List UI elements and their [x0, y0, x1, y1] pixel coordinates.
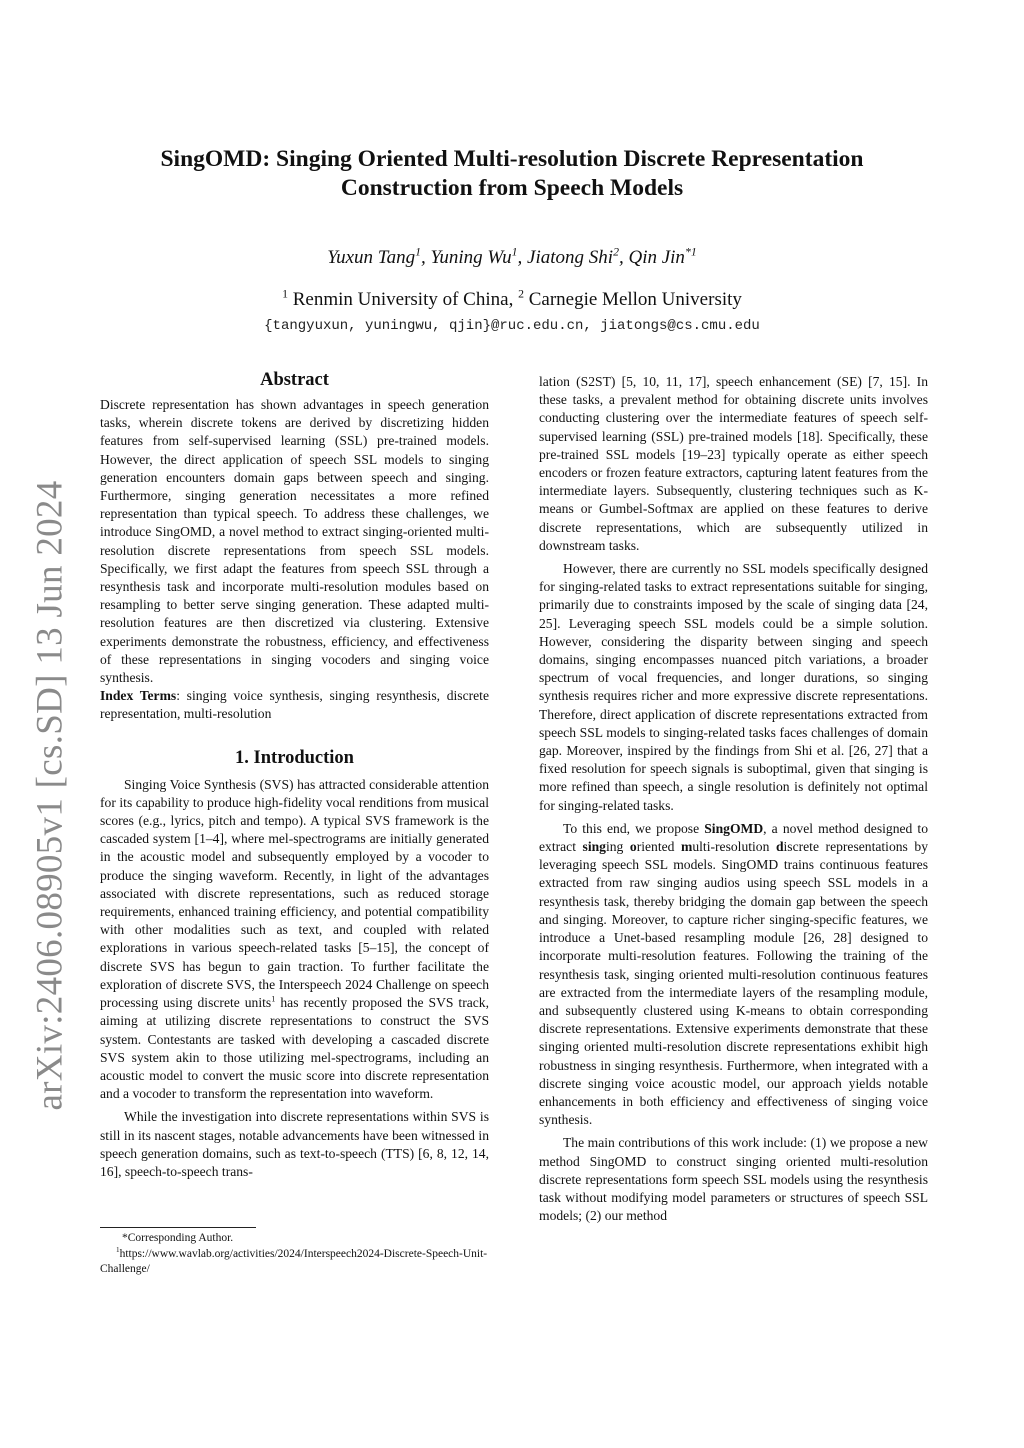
arxiv-identifier: arXiv:2406.08905v1 [cs.SD] 13 Jun 2024: [29, 479, 71, 1111]
p5-text: ing: [605, 839, 630, 855]
intro-p1-text-a: Singing Voice Synthesis (SVS) has attracted considerable attention for its capability to produce high-fidelity vocal renditions from musical scores (e.g., lyrics, pitch and tempo). A typical SVS framework is the cascaded system [1–4], where mel-spectrograms are initially generated in the acoustic model and subsequently employed by a vocoder to produce the singing waveform. Recently, in light of the advantages associated with discrete representations, such as reduced storage requirements, enhanced training efficiency, and potential compatibility with other modalities such as text, and coupled with related explorations in various speech-related tasks [5–15], the concept of discrete SVS has begun to gain traction. To further facilitate the exploration of discrete SVS, the Interspeech 2024 Challenge on speech processing using discrete units: [100, 776, 489, 1011]
arxiv-sidebar: [30, 455, 70, 1135]
footnote-ref: 1: [271, 993, 276, 1004]
affiliation-1: Renmin University of China,: [292, 289, 514, 310]
acronym-letter: o: [629, 839, 637, 855]
index-terms-label: Index Terms: [100, 688, 177, 704]
author-name: Yuxun Tang: [327, 247, 416, 268]
abstract-text: Discrete representation has shown advantages in speech generation tasks, wherein discrete tokens are derived by discretizing hidden features from self-supervised learning (SSL) pre-trained models. However, the direct application of speech SSL models to singing generation encounters domain gaps between speech and singing. Furthermore, singing generation necessitates a more refined representation than typical speech. To address these challenges, we introduce SingOMD, a novel method to extract singing-oriented multi-resolution discrete representations from speech SSL models. Specifically, we first adapt the features from speech SSL through a resynthesis task and incorporate multi-resolution modules based on resampling to better serve singing generation. These adapted multi-resolution features are then discretized via clustering. Extensive experiments demonstrate the robustness, efficiency, and effectiveness of these representations in singing vocoders and singing voice synthesis.: [100, 397, 489, 686]
title-line-2: Construction from Speech Models: [340, 175, 684, 201]
affiliations: [90, 288, 934, 312]
acronym-letter: sing: [582, 839, 606, 855]
index-terms: [100, 687, 489, 723]
intro-paragraph-3: lation (S2ST) [5, 10, 11, 17], speech enhancement (SE) [7, 15]. In these tasks, a prevalent method for obtaining discrete units involves conducting clustering over the intermediate features of speech self-supervised learning (SSL) pre-trained models [18]. Specifically, these pre-trained SSL models [19–23] typically operate as either speech encoders or frozen feature extractors, capturing latent features from the intermediate layers. Subsequently, clustering techniques such as K-means or Gumbel-Softmax are applied on these features to derive discrete representations, which are subsequently utilized in downstream tasks.: [539, 374, 928, 553]
footnote-mark: 1: [116, 1246, 120, 1255]
author-name: Jiatong Shi: [527, 247, 614, 268]
right-column: [539, 373, 928, 1225]
author-list: Yuxun Tang$^1$, Yuning Wu$^1$, Jiatong Shi$^2$, Qin Jin$^{*1}$: [327, 245, 697, 268]
footnote-divider: [100, 1227, 256, 1228]
affiliation-mark: 2: [518, 287, 524, 301]
author-mark: 1: [511, 245, 518, 259]
author-emails: {tangyuxun, yuningwu, qjin}@ruc.edu.cn, jiatongs@cs.cmu.edu: [264, 318, 760, 334]
p5-text: ulti-resolution: [692, 839, 776, 855]
paper-title: [90, 145, 934, 203]
title-line-1: SingOMD: Singing Oriented Multi-resolution Discrete Representation: [160, 146, 864, 172]
left-column: [100, 368, 489, 1181]
p5-text: To this end, we propose: [563, 820, 705, 836]
affiliation-mark: 1: [282, 287, 288, 301]
intro-paragraph-5: [539, 820, 928, 1129]
p5-text: iscrete representations by leveraging speech SSL models. SingOMD trains continuous features extracted from raw singing audios using speech SSL models in a resynthesis task, thereby bridging the domain gap between the speech and singing. Moreover, to capture richer singing-specific features, we introduce a Unet-based resampling module [26, 28] designed to incorporate multi-resolution features. Following the training of the resynthesis task, singing oriented multi-resolution continuous features are extracted from the intermediate layers of the resampling module, and subsequently clustered using K-means to obtain corresponding discrete representations. Extensive experiments demonstrate that these singing oriented multi-resolution discrete representations exhibit high robustness in singing resynthesis. Furthermore, when integrated with a discrete singing voice acoustic model, our approach yields notable enhancements in both efficiency and effectiveness of singing voice synthesis.: [539, 839, 928, 1128]
introduction-heading: 1. Introduction: [235, 747, 354, 768]
method-name: SingOMD: [704, 820, 764, 836]
footnote-corresponding: *Corresponding Author.: [122, 1232, 234, 1244]
intro-paragraph-2: While the investigation into discrete representations within SVS is still in its nascent stages, notable advancements have been witnessed in speech generation domains, such as text-to-speech (TTS) [6, 8, 12, 14, 16], speech-to-speech trans-: [100, 1109, 489, 1179]
author-mark: 2: [613, 245, 619, 259]
p5-text: , a novel method designed to extract: [539, 820, 929, 855]
intro-paragraph-1: [100, 776, 489, 1104]
acronym-letter: m: [681, 839, 693, 855]
affiliation-2: Carnegie Mellon University: [528, 289, 742, 310]
abstract-heading: Abstract: [260, 370, 329, 390]
author-name: Qin Jin: [628, 247, 685, 268]
footnote-url: [100, 1247, 489, 1277]
intro-p1-text-b: has recently proposed the SVS track, aiming at utilizing discrete representations to construct the SVS system. Contestants are tasked with developing a cascaded discrete SVS system akin to those utilizing mel-spectrograms, including an acoustic model to convert the music score into discrete representation and a vocoder to transform the representation into waveform.: [100, 995, 490, 1102]
footnote-url-link[interactable]: https://www.wavlab.org/activities/2024/Interspeech2024-Discrete-Speech-Unit-Challenge/: [100, 1248, 488, 1275]
author-mark: 1: [415, 245, 422, 259]
author-name: Yuning Wu: [430, 247, 512, 268]
acronym-letter: d: [775, 839, 784, 855]
p5-text: riented: [636, 839, 682, 855]
intro-paragraph-6: The main contributions of this work include: (1) we propose a new method SingOMD to construct singing oriented multi-resolution discrete representations form speech SSL models using the resynthesis task without modifying model parameters or structures of speech SSL models; (2) our method: [539, 1135, 928, 1224]
intro-paragraph-4: However, there are currently no SSL models specifically designed for singing-related tasks to extract representations suitable for singing, primarily due to constraints imposed by the scale of singing data [24, 25]. Leveraging speech SSL models could be a simple solution. However, considering the disparity between singing and speech domains, singing encompasses nuanced pitch variations, a broader spectrum of vocal frequencies, and longer durations, so singing synthesis requires richer and more expressive discrete representations. Therefore, direct application of discrete representations extracted from speech SSL models to singing-related tasks faces challenges of domain gap. Moreover, inspired by the findings from Shi et al. [26, 27] that a fixed resolution for speech signals is suboptimal, given that singing is more refined than speech, a single resolution is definitely not optimal for singing-related tasks.: [539, 561, 928, 813]
author-mark: *1: [684, 245, 697, 259]
index-terms-text: : singing voice synthesis, singing resynthesis, discrete representation, multi-resolution: [100, 688, 489, 722]
